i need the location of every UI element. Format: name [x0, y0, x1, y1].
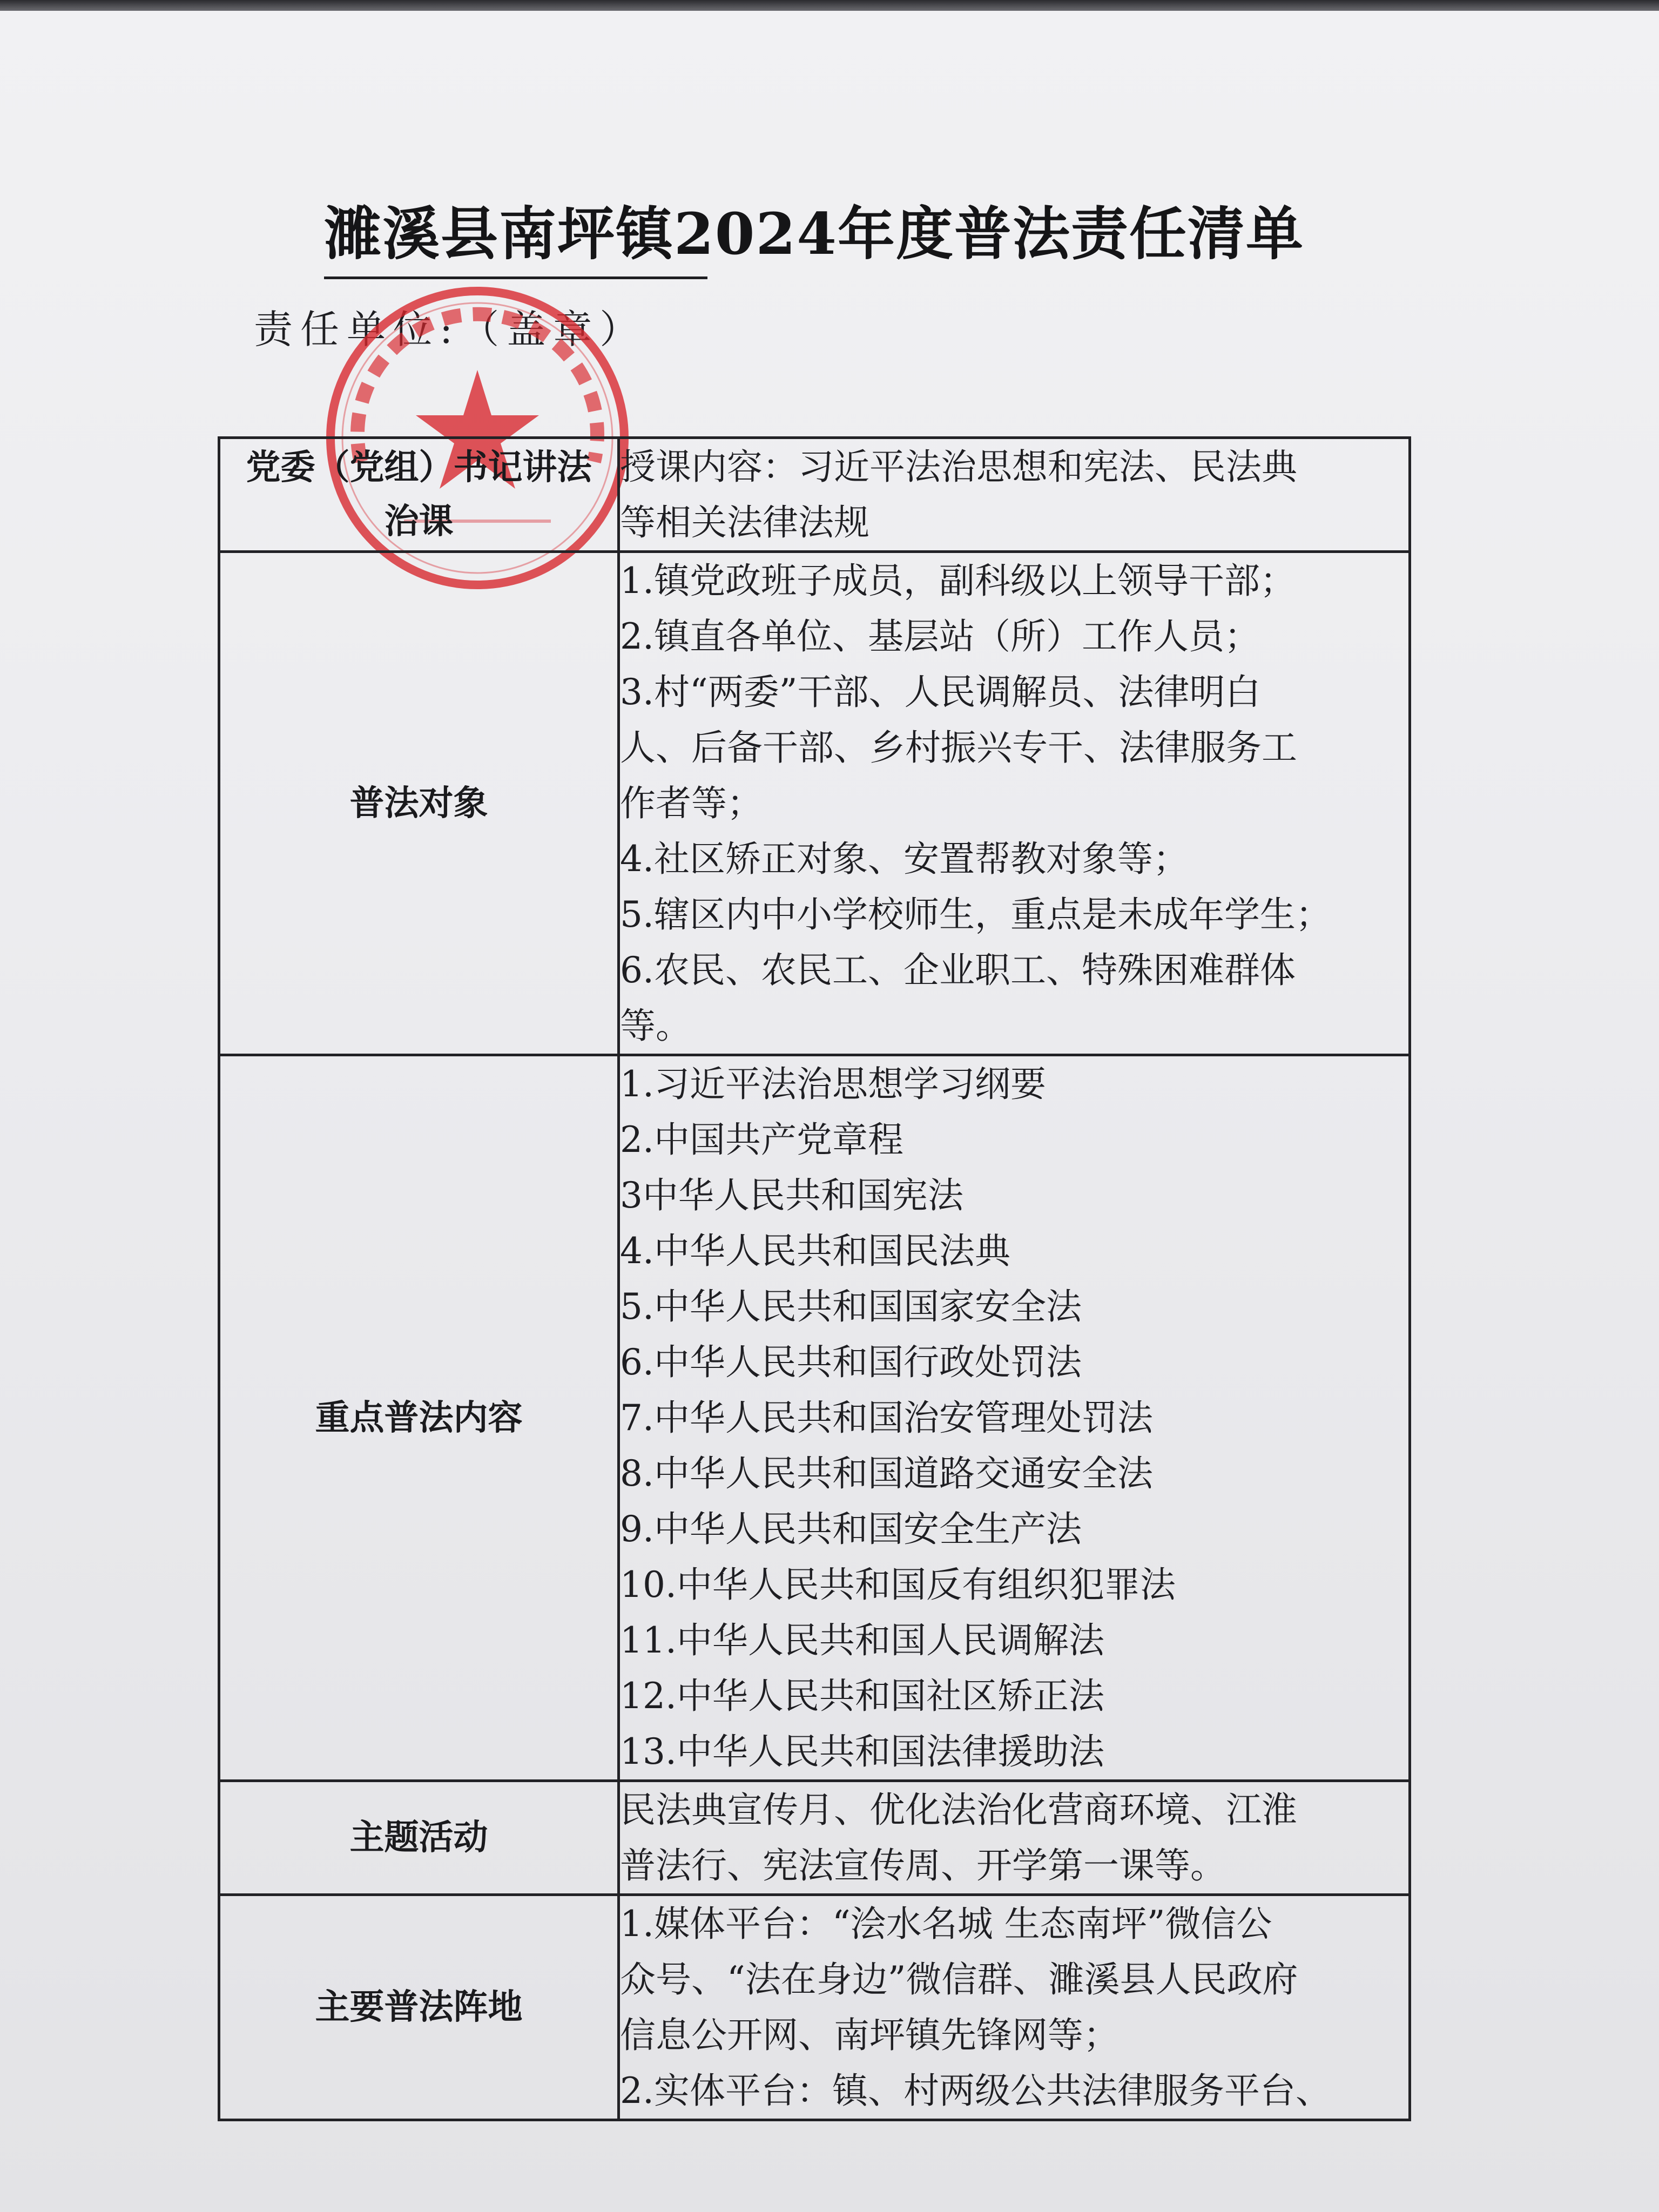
- row-label-line: 治课: [384, 502, 454, 542]
- document-page: [0, 11, 1659, 2212]
- row-content-cell: [619, 1781, 1410, 1895]
- content-line: 普法行、宪法宣传周、开学第一课等。: [620, 1845, 1226, 1886]
- table-row-theme-activities: [219, 1781, 1410, 1895]
- content-line: 5.辖区内中小学校师生，重点是未成年学生；: [620, 894, 1331, 935]
- content-line: 10.中华人民共和国反有组织犯罪法: [620, 1564, 1176, 1606]
- table-row-audience: [219, 552, 1410, 1055]
- row-content-cell: [619, 1895, 1410, 2120]
- content-line: 13.中华人民共和国法律援助法: [620, 1731, 1104, 1772]
- table-row-main-venues: [219, 1895, 1410, 2120]
- content-line: 8.中华人民共和国道路交通安全法: [620, 1453, 1153, 1494]
- content-line: 12.中华人民共和国社区矫正法: [620, 1675, 1104, 1717]
- row-label-cell: [219, 1781, 619, 1895]
- content-line: 1.习近平法治思想学习纲要: [620, 1063, 1046, 1105]
- content-line: 民法典宣传月、优化法治化营商环境、江淮: [620, 1789, 1297, 1831]
- row-label-line: 主题活动: [349, 1818, 488, 1858]
- content-line: 授课内容：习近平法治思想和宪法、民法典: [620, 446, 1297, 488]
- content-line: 3.村“两委”干部、人民调解员、法律明白: [620, 671, 1261, 713]
- content-line: 信息公开网、南坪镇先锋网等；: [620, 2014, 1119, 2056]
- content-line: 9.中华人民共和国安全生产法: [620, 1508, 1082, 1550]
- row-label-cell: [219, 438, 619, 552]
- content-line: 7.中华人民共和国治安管理处罚法: [620, 1397, 1153, 1439]
- content-line: 6.中华人民共和国行政处罚法: [620, 1341, 1082, 1383]
- content-line: 等。: [620, 1005, 691, 1047]
- table-row-lecture: [219, 438, 1410, 552]
- content-line: 人、后备干部、乡村振兴专干、法律服务工: [620, 727, 1297, 768]
- content-line: 2.实体平台：镇、村两级公共法律服务平台、: [620, 2070, 1331, 2112]
- row-content-cell: [619, 552, 1410, 1055]
- row-label-line: 普法对象: [349, 783, 488, 824]
- content-line: 6.农民、农民工、企业职工、特殊困难群体: [620, 949, 1296, 991]
- content-line: 等相关法律法规: [620, 502, 869, 543]
- content-line: 2.镇直各单位、基层站（所）工作人员；: [620, 616, 1260, 657]
- row-label-cell: [219, 1055, 619, 1781]
- content-line: 4.社区矫正对象、安置帮教对象等；: [620, 838, 1189, 880]
- row-label-line: 主要普法阵地: [315, 1987, 523, 2027]
- responsible-unit-label: 责任单位:（盖章）: [254, 307, 646, 352]
- content-line: 3中华人民共和国宪法: [620, 1175, 963, 1216]
- content-line: 5.中华人民共和国国家安全法: [620, 1286, 1082, 1327]
- content-line: 作者等；: [620, 783, 763, 824]
- row-content-cell: [619, 1055, 1410, 1781]
- row-label-line: 党委（党组）书记讲法: [246, 448, 592, 488]
- content-line: 11.中华人民共和国人民调解法: [620, 1620, 1104, 1661]
- content-line: 2.中国共产党章程: [620, 1119, 903, 1161]
- document-title: 濉溪县南坪镇2024年度普法责任清单: [324, 200, 1305, 267]
- content-line: 1.镇党政班子成员，副科级以上领导干部；: [620, 560, 1296, 602]
- content-line: 1.媒体平台：“浍水名城 生态南坪”微信公: [620, 1903, 1272, 1945]
- content-line: 众号、“法在身边”微信群、濉溪县人民政府: [620, 1959, 1298, 2000]
- responsibility-table: [218, 436, 1411, 2121]
- row-label-cell: [219, 552, 619, 1055]
- table-row-key-content: [219, 1055, 1410, 1781]
- row-label-cell: [219, 1895, 619, 2120]
- row-label-line: 重点普法内容: [315, 1398, 523, 1438]
- title-underline: [324, 276, 707, 279]
- row-content-cell: [619, 438, 1410, 552]
- content-line: 4.中华人民共和国民法典: [620, 1230, 1010, 1272]
